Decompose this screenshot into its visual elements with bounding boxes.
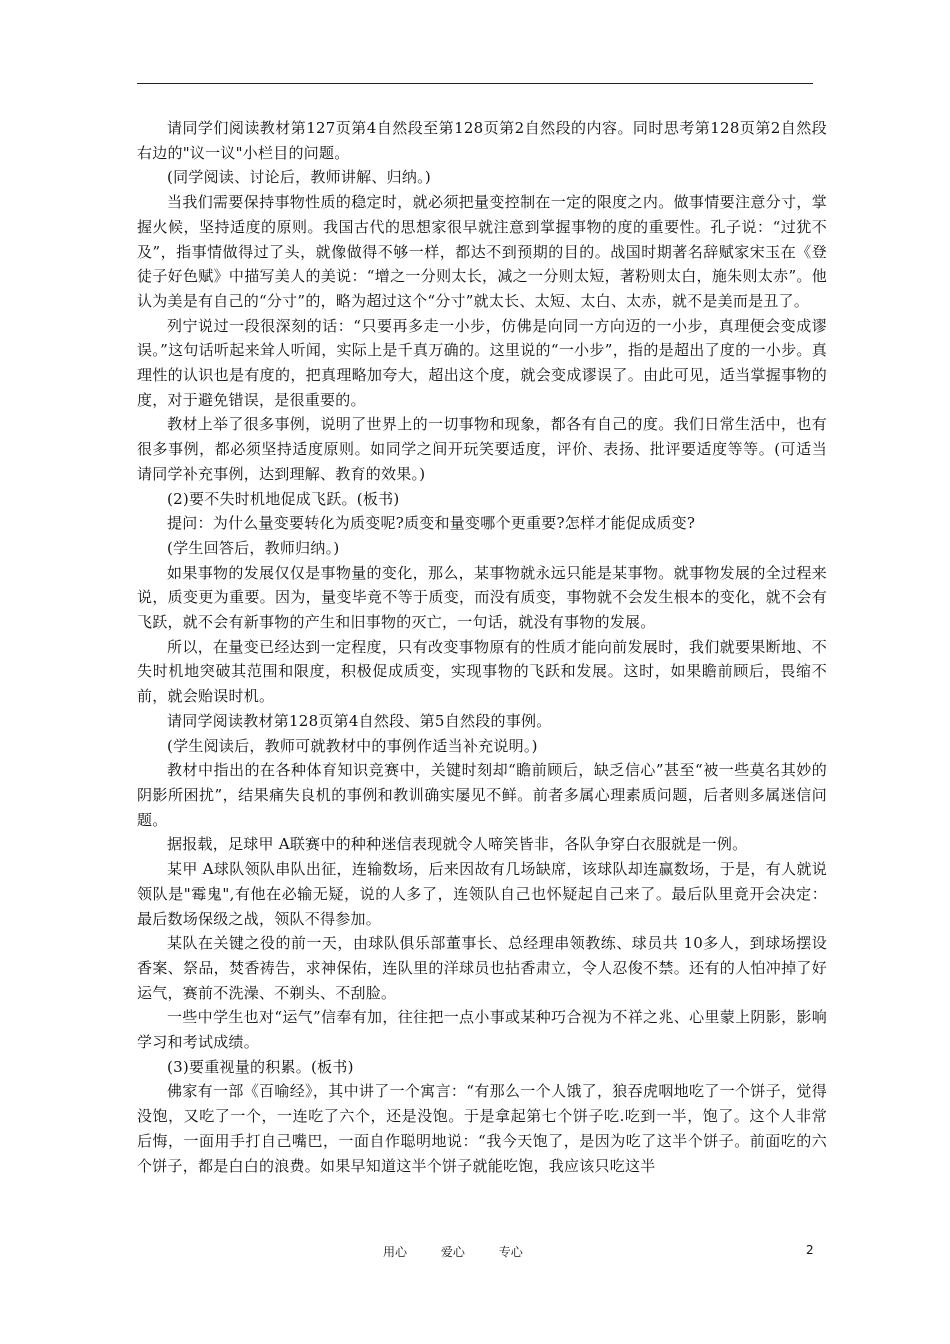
footer-motto xyxy=(383,1243,553,1260)
paragraph: 如果事物的发展仅仅是事物量的变化，那么，某事物就永远只能是某事物。就事物发展的全过程来说，质变更为重要。因为，量变毕竟不等于质变，而没有质变，事物就不会发生根本的变化，就不会有飞跃，就不会有新事物的产生和旧事物的灭亡，一句话，就没有事物的发展。 xyxy=(137,563,827,632)
page-number: 2 xyxy=(806,1243,814,1257)
paragraph: 一些中学生也对“运气”信奉有加，往往把一点小事或某种巧合视为不祥之兆、心里蒙上阴影，影响学习和考试成绩。 xyxy=(137,1008,827,1052)
paragraph: 据报载，足球甲 A联赛中的种种迷信表现就令人啼笑皆非，各队争穿白衣服就是一例。 xyxy=(167,835,748,854)
paragraph: 教材中指出的在各种体育知识竞赛中，关键时刻却“瞻前顾后，缺乏信心”甚至“被一些莫名其妙的阴影所困扰”，结果痛失良机的事例和教训确实屡见不鲜。前者多属心理素质问题，后者则多属迷信问题。 xyxy=(137,761,827,829)
paragraph: 佛家有一部《百喻经》，其中讲了一个寓言：“有那么一个人饿了，狼吞虎咽地吃了一个饼子，觉得没饱，又吃了一个，一连吃了六个，还是没饱。于是拿起第七个饼子吃.吃到一半，饱了。这个人非常后悔，一面用手打自己嘴巴，一面自作聪明地说：“我今天饱了，是因为吃了这半个饼子。前面吃的六个饼子，都是白白的浪费。如果早知道这半个饼子就能吃饱，我应该只吃这半 xyxy=(137,1082,827,1175)
paragraph: 当我们需要保持事物性质的稳定时，就必须把量变控制在一定的限度之内。做事情要注意分寸，掌握火候，坚持适度的原则。我国古代的思想家很早就注意到掌握事物的度的重要性。孔子说：“过犹不及”，指事情做得过了头，就像做得不够一样，都达不到预期的目的。战国时期著名辞赋家宋玉在《登徒子好色赋》中描写美人的美说：“增之一分则太长，减之一分则太短，著粉则太白，施朱则太赤”。他认为美是有自己的“分寸”的，略为超过这个“分寸”就太长、太短、太白、太赤，就不是美而是丑了。 xyxy=(137,193,827,310)
footer-motto-item: 爱心 xyxy=(440,1245,465,1259)
paragraph: (学生阅读后，教师可就教材中的事例作适当补充说明。) xyxy=(167,736,538,755)
paragraph: 所以，在量变已经达到一定程度，只有改变事物原有的性质才能向前发展时，我们就要果断地、不失时机地突破其范围和限度，积极促成质变，实现事物的飞跃和发展。这时，如果瞻前顾后，畏缩不前，就会贻误时机。 xyxy=(137,637,827,706)
paragraph: 请同学阅读教材第128页第4自然段、第5自然段的事例。 xyxy=(167,711,552,730)
header-rule xyxy=(137,83,813,84)
paragraph: (同学阅读、讨论后，教师讲解、归纳。) xyxy=(167,168,431,187)
paragraph: 提问：为什么量变要转化为质变呢?质变和量变哪个更重要?怎样才能促成质变? xyxy=(167,514,696,533)
section-heading: (2)要不失时机地促成飞跃。(板书) xyxy=(167,489,400,508)
paragraph: 某甲 A球队领队串队出征，连输数场，后来因故有几场缺席，该球队却连赢数场，于是，有人就说领队是"霉鬼",有他在必输无疑，说的人多了，连领队自己也怀疑起自己来了。最后队里竟开会决定：最后数场保级之战，领队不得参加。 xyxy=(137,860,827,928)
footer-motto-item: 专心 xyxy=(498,1245,523,1259)
paragraph: (学生回答后，教师归纳。) xyxy=(167,538,340,557)
footer-motto-item: 用心 xyxy=(383,1245,408,1259)
paragraph: 请同学们阅读教材第127页第4自然段至第128页第2自然段的内容。同时思考第128页第2自然段右边的"议一议"小栏目的问题。 xyxy=(137,119,827,162)
document-body xyxy=(137,116,827,1178)
paragraph: 列宁说过一段很深刻的话：“只要再多走一小步，仿佛是向同一方向迈的一小步，真理便会变成谬误。”这句话听起来耸人听闻，实际上是千真万确的。这里说的“一小步”，指的是超出了度的一小步。真理性的认识也是有度的，把真理略加夸大，超出这个度，就会变成谬误了。由此可见，适当掌握事物的度，对于避免错误，是很重要的。 xyxy=(137,316,827,409)
section-heading: (3)要重视量的积累。(板书) xyxy=(167,1057,354,1076)
paragraph: 某队在关键之役的前一天，由球队俱乐部董事长、总经理串领教练、球员共 10多人，到球场摆设香案、祭品，焚香祷告，求神保佑，连队里的洋球员也拈香肃立，令人忍俊不禁。还有的人怕冲掉了好运气，赛前不洗澡、不剃头、不刮脸。 xyxy=(137,934,827,1002)
paragraph: 教材上举了很多事例，说明了世界上的一切事物和现象，都各有自己的度。我们日常生活中，也有很多事例，都必须坚持适度原则。如同学之间开玩笑要适度，评价、表扬、批评要适度等等。(可适当请同学补充事例，达到理解、教育的效果。) xyxy=(137,415,827,483)
